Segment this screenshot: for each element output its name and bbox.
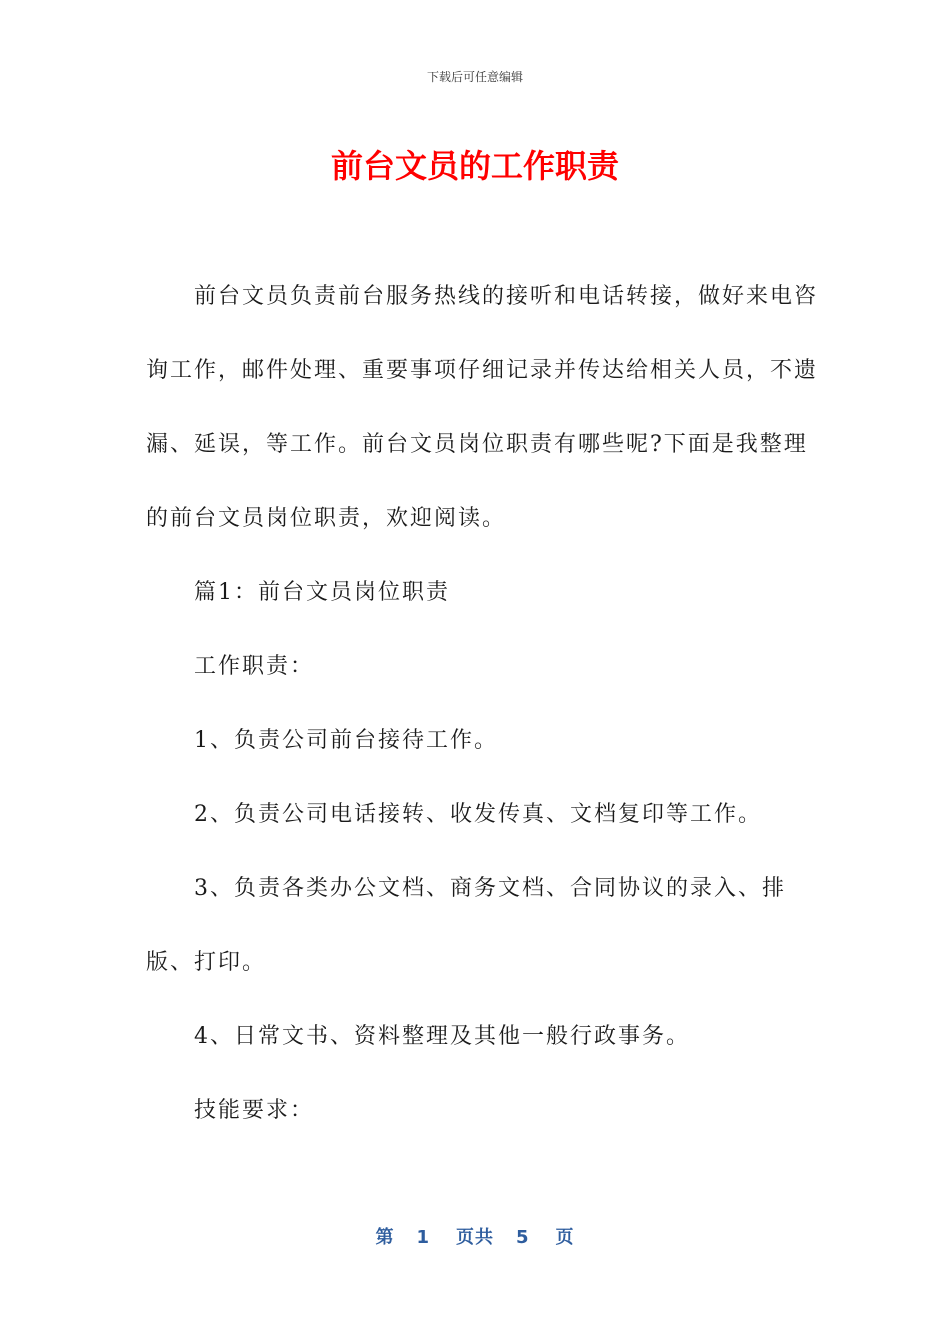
duty-item-2: 2、负责公司电话接转、收发传真、文档复印等工作。 xyxy=(194,802,762,827)
document-body xyxy=(146,260,826,1148)
page-header-note: 下载后可任意编辑 xyxy=(426,70,523,84)
page-footer xyxy=(0,1224,950,1252)
duty-item-3: 3、负责各类办公文档、商务文档、合同协议的录入、排版、打印。 xyxy=(146,876,786,975)
page-label-suffix: 页 xyxy=(555,1227,575,1248)
section-heading: 篇1：前台文员岗位职责 xyxy=(194,580,450,605)
duty-item-1: 1、负责公司前台接待工作。 xyxy=(194,728,498,753)
duty-item-4: 4、日常文书、资料整理及其他一般行政事务。 xyxy=(194,1024,690,1049)
duties-heading: 工作职责： xyxy=(194,654,315,679)
total-page-number: 5 xyxy=(516,1227,530,1248)
intro-paragraph: 前台文员负责前台服务热线的接听和电话转接，做好来电咨询工作，邮件处理、重要事项仔细记录并传达给相关人员，不遗漏、延误，等工作。前台文员岗位职责有哪些呢?下面是我整理的前台文员岗位职责，欢迎阅读。 xyxy=(146,284,819,531)
page-label-mid: 页共 xyxy=(456,1227,494,1248)
skills-heading: 技能要求： xyxy=(194,1098,315,1123)
current-page-number: 1 xyxy=(416,1227,430,1248)
document-title: 前台文员的工作职责 xyxy=(330,147,619,185)
page-label-prefix: 第 xyxy=(375,1227,395,1248)
